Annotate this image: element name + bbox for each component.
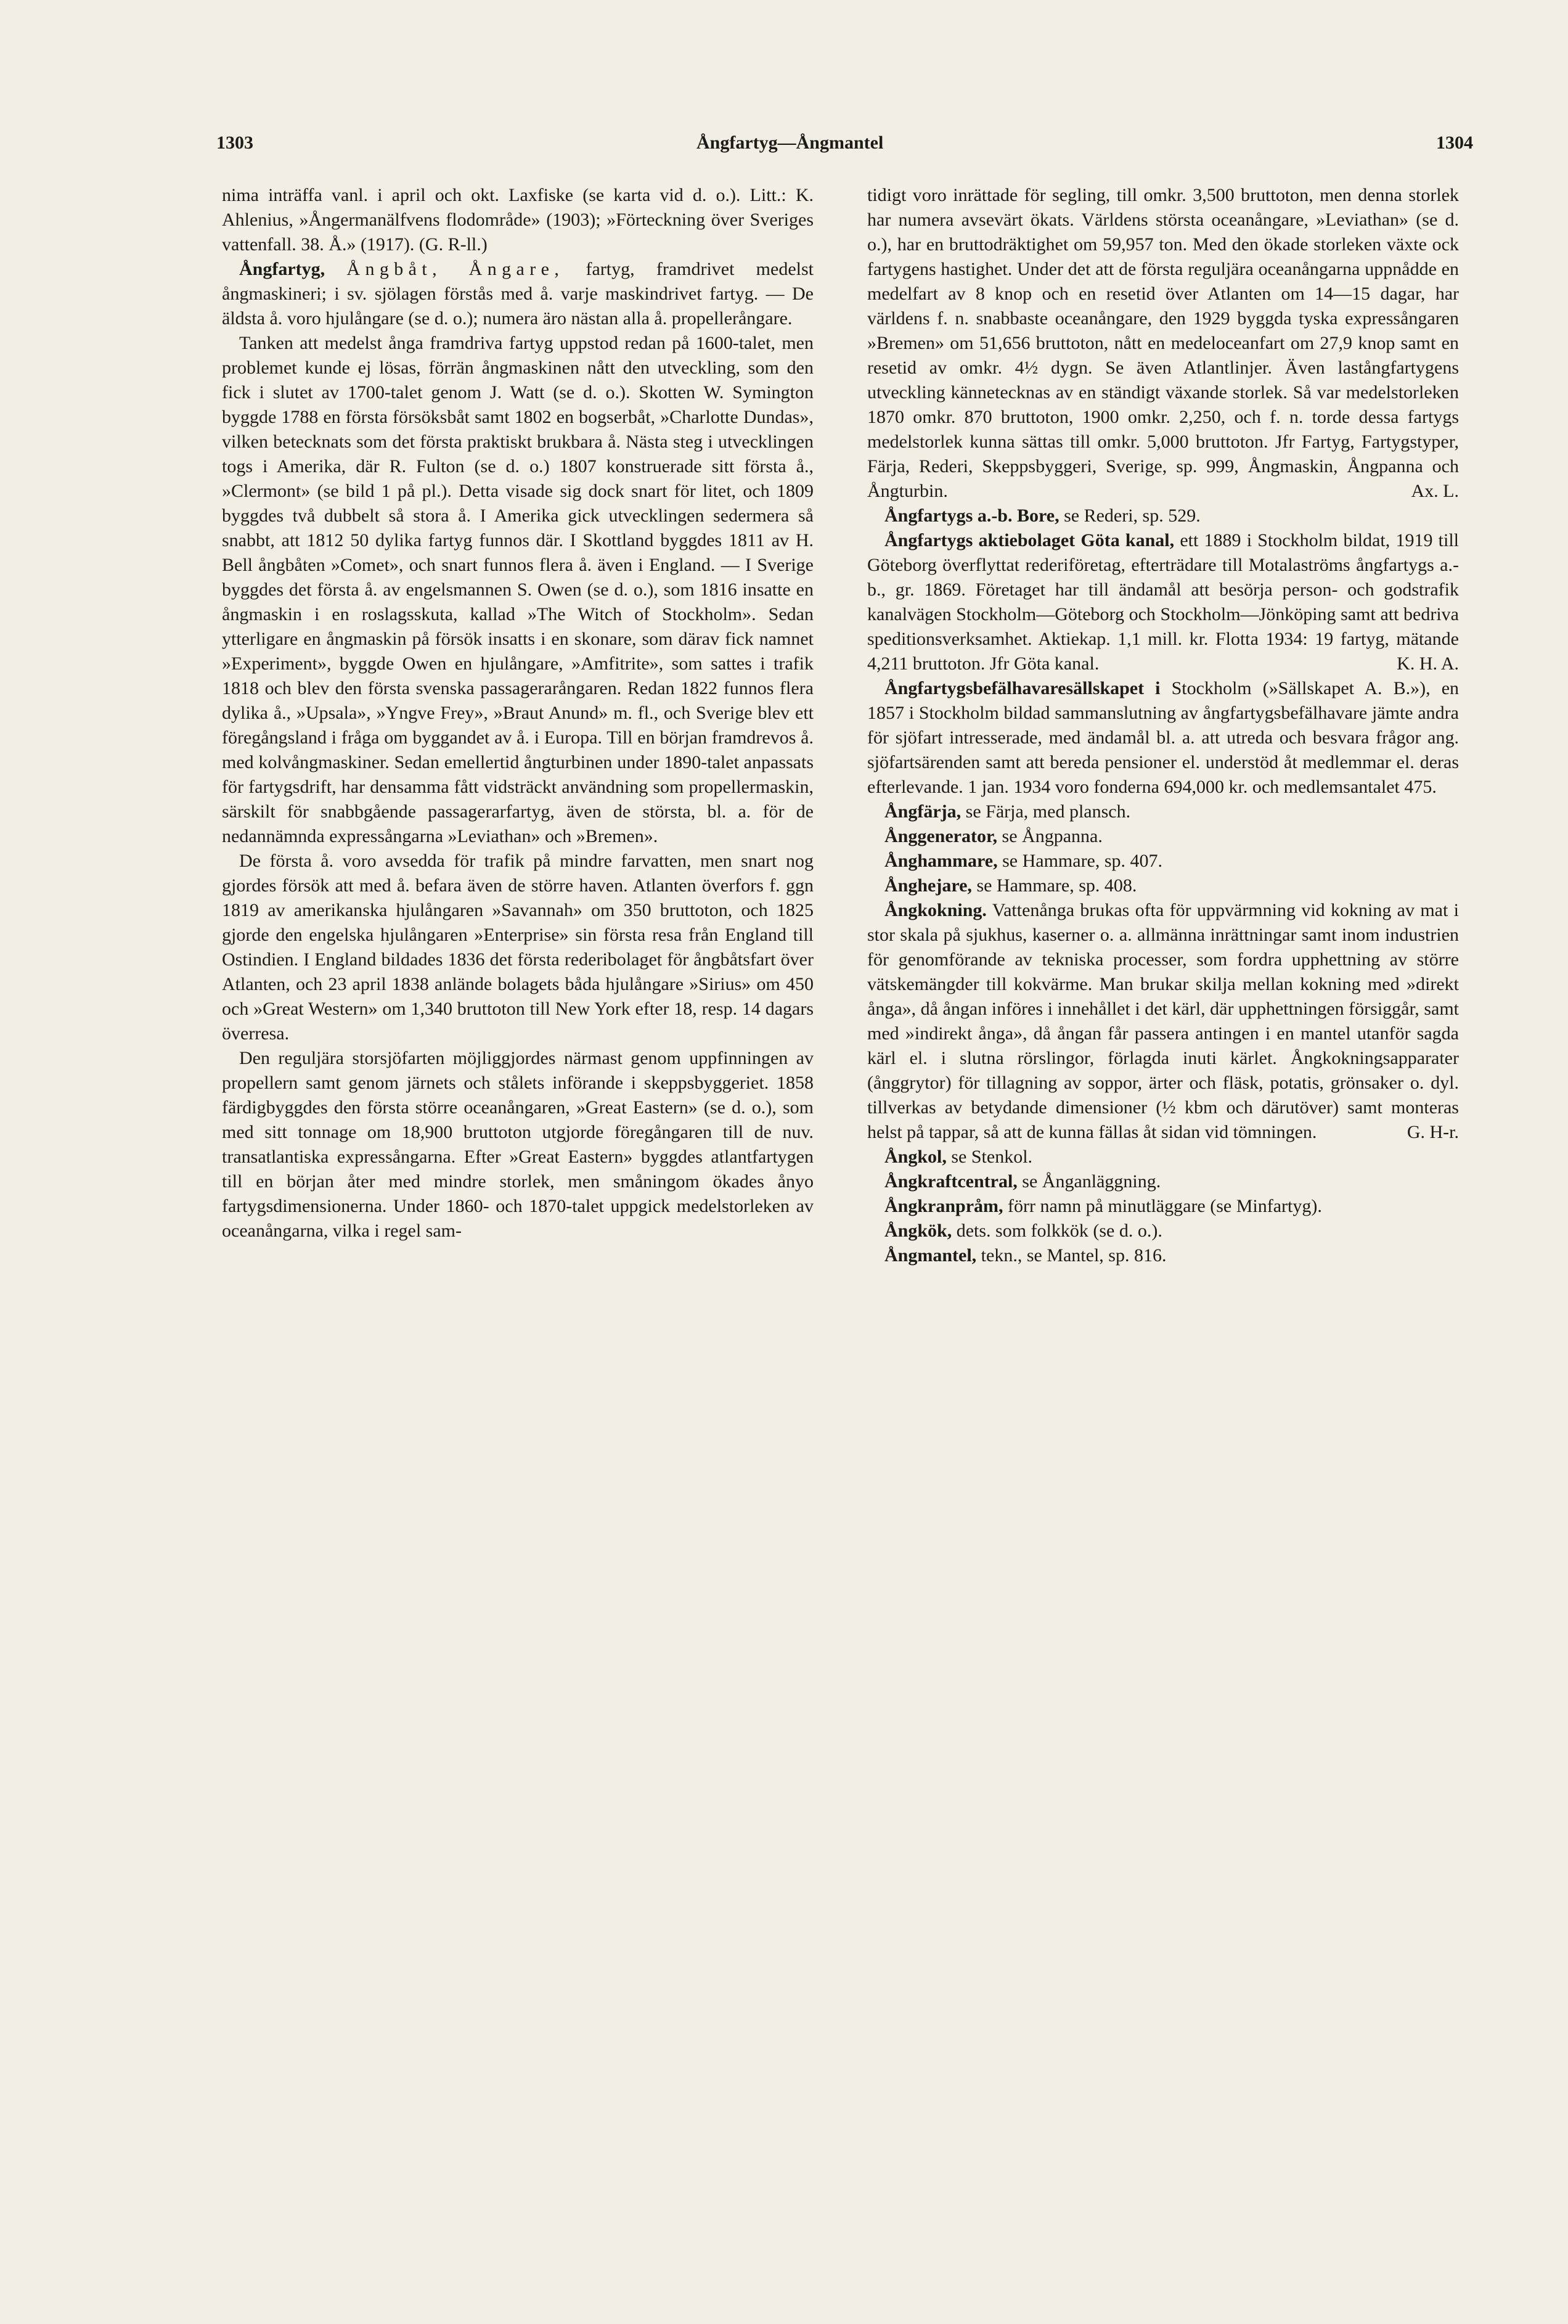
entry-text: dets. som folkkök (se d. o.).	[956, 1221, 1162, 1241]
entry-text: förr namn på minutläggare (se Minfartyg).	[1008, 1196, 1322, 1216]
entry-text: se Hammare, sp. 408.	[976, 875, 1137, 896]
article-entry	[867, 1194, 1459, 1219]
article-entry	[867, 898, 1459, 1145]
article-entry	[867, 874, 1459, 898]
author-signature: K. H. A.	[1397, 653, 1459, 674]
entry-headword: Ångfartygs aktiebolaget Göta kanal,	[884, 530, 1175, 550]
article-entry	[867, 1219, 1459, 1243]
entry-text: tidigt voro inrättade för segling, till omkr. 3,500 bruttoton, men denna storlek har numera avsevärt ökats. Världens största oceanångare, »Leviathan» (se d. o.), har en bruttodräktighet om 59,957 ton. Med den ökade storleken växte ock fartygens hastighet. Under det att de första reguljära oceanångarna uppnådde en medelfart av 8 knop och en resetid över Atlanten om 14—15 dagar, har världens f. n. snabbaste oceanångare, den 1929 byggda tyska expressångaren »Bremen» om 51,656 bruttoton, nått en medeloceanfart om 27,9 knop samt en resetid av omkr. 4½ dygn. Se även Atlantlinjer. Även lastångfartygens utveckling kännetecknas av en ständigt växande storlek. Så var medelstorleken 1870 omkr. 870 bruttoton, 1900 omkr. 2,250, och f. n. torde dessa fartygs medelstorlek kunna sättas till omkr. 5,000 bruttoton. Jfr Fartyg, Fartygstyper, Färja, Rederi, Skeppsbyggeri, Sverige, sp. 999, Ångmaskin, Ångpanna och Ångturbin.	[867, 185, 1459, 501]
author-signature: G. H-r.	[1407, 1122, 1459, 1142]
entry-headword: Ångfartyg,	[239, 259, 325, 279]
entry-synonyms: Ångbåt, Ångare,	[346, 259, 565, 279]
article-entry	[867, 800, 1459, 824]
entry-text: Stockholm (»Sällskapet A. B.»), en 1857 i Stockholm bildad sammanslutning av ångfartygsbefälhavare jämte andra för sjöfart intresserade, med ändamål bl. a. att utreda och besvara frågor ang. sjöfartsärenden samt att bereda pensioner el. understöd åt medlemmar el. deras efterlevande. 1 jan. 1934 voro fonderna 694,000 kr. och medlemsantalet 475.	[867, 678, 1460, 797]
entry-headword: Ångfartygsbefälhavaresällskapet i	[884, 678, 1161, 698]
article-entry	[867, 676, 1459, 800]
entry-text: Tanken att medelst ånga framdriva fartyg uppstod redan på 1600-talet, men problemet kunde ej lösas, förrän ångmaskinen nått den utveckling, som den fick i slutet av 1700-talet genom J. Watt (se d. o.). Skotten W. Symington byggde 1788 en första försöksbåt samt 1802 en bogserbåt, »Charlotte Dundas», vilken betecknats som det första praktiskt brukbara å. Nästa steg i utvecklingen togs i Amerika, där R. Fulton (se d. o.) 1807 konstruerade sitt första å., »Clermont» (se bild 1 på pl.). Detta visade sig dock snart för litet, och 1809 byggdes två dubbelt så stora å. I Amerika gick utvecklingen sedermera så snabbt, att 1812 50 dylika fartyg funnos där. I Skottland byggdes 1811 av H. Bell ångbåten »Comet», och snart funnos flera å. även i England. — I Sverige byggdes det första å. av engelsmannen S. Owen (se d. o.), som 1816 insatte en ångmaskin i en roslagsskuta, kallad »The Witch of Stockholm». Sedan ytterligare en ångmaskin på försök insatts i en skonare, som därav fick namnet »Experiment», byggde Owen en hjulångare, »Amfitrite», som sattes i trafik 1818 och blev den första svenska passagerarångaren. Redan 1822 funnos flera dylika å., »Upsala», »Yngve Frey», »Braut Anund» m. fl., och Sverige blev ett föregångsland i fråga om byggandet av å. i Europa. Till en början framdrevos å. med kolvångmaskiner. Sedan emellertid ångturbinen under 1890-talet anpassats för fartygsdrift, har densamma fått vidsträckt användning som propellermaskin, särskilt för snabbgående passagerarfartyg, även de största, bl. a. för de nedannämnda expressångarna »Leviathan» och »Bremen».	[222, 333, 814, 846]
article-paragraph	[222, 331, 814, 849]
entry-headword: Ångkranpråm,	[884, 1196, 1003, 1216]
entry-text: se Ångpanna.	[1002, 826, 1103, 846]
author-signature: Ax. L.	[1411, 481, 1459, 501]
left-column	[222, 183, 814, 1243]
article-entry	[867, 824, 1459, 849]
entry-text: se Hammare, sp. 407.	[1002, 851, 1163, 871]
entry-text: tekn., se Mantel, sp. 816.	[981, 1245, 1167, 1266]
running-head: Ångfartyg—Ångmantel	[696, 133, 884, 153]
entry-headword: Ångfartygs a.-b. Bore,	[884, 505, 1060, 526]
entry-headword: Ångkök,	[884, 1221, 952, 1241]
article-entry	[867, 1145, 1459, 1169]
entry-headword: Ångkol,	[884, 1147, 947, 1167]
entry-headword: Ångmantel,	[884, 1245, 977, 1266]
article-entry	[867, 528, 1459, 676]
entry-headword: Ångkraftcentral,	[884, 1171, 1018, 1192]
entry-text: Den reguljära storsjöfarten möjliggjordes närmast genom uppfinningen av propellern samt genom järnets och stålets införande i skeppsbyggeriet. 1858 färdigbyggdes den första större oceanångaren, »Great Eastern» (se d. o.), som med sitt tonnage om 18,900 bruttoton utgjorde föregångaren till de nuv. transatlantiska expressångarna. Efter »Great Eastern» byggdes atlantfartygen till en början åter med mindre storlek, men småningom ökades ånyo fartygsdimensionerna. Under 1860- och 1870-talet uppgick medelstorleken av oceanångarna, vilka i regel sam-	[222, 1048, 814, 1241]
page-number-right: 1304	[1436, 133, 1473, 153]
article-entry	[867, 1243, 1459, 1268]
entry-headword: Ångfärja,	[884, 801, 962, 822]
page-number-left: 1303	[216, 133, 253, 153]
entry-headword: Ånghejare,	[884, 875, 972, 896]
entry-text: Vattenånga brukas ofta för uppvärmning vid kokning av mat i stor skala på sjukhus, kaserner o. a. allmänna inrättningar samt inom industrien för genomförande av tekniska processer, som fordra upphettning av större vätskemängder till kokvärme. Man brukar skilja mellan kokning med »direkt ånga», då ångan införes i innehållet i det kärl, där upphettningen försiggår, samt med »indirekt ånga», då ångan får passera antingen i en mantel utanför sagda kärl el. i slutna rörslingor, förlagda inuti kärlet. Ångkokningsapparater (ånggrytor) för tillagning av soppor, ärter och fläsk, potatis, grönsaker o. dyl. tillverkas av betydande dimensioner (½ kbm och därutöver) samt monteras helst på tappar, så att de kunna fällas åt sidan vid tömningen.	[867, 900, 1459, 1142]
entry-text: fartyg, framdrivet medelst ångmaskineri; i sv. sjölagen förstås med å. varje maskindrivet fartyg. — De äldsta å. voro hjulångare (se d. o.); numera äro nästan alla å. propellerångare.	[222, 259, 814, 329]
entry-text: se Stenkol.	[951, 1147, 1033, 1167]
entry-headword: Ångkokning.	[884, 900, 987, 920]
entry-text: De första å. voro avsedda för trafik på mindre farvatten, men snart nog gjordes försök att med å. befara även de större haven. Atlanten överfors f. ggn 1819 av amerikanska hjulångaren »Savannah» om 350 bruttoton, och 1825 gjorde den engelska hjulångaren »Enterprise» sin första resa från England till Ostindien. I England bildades 1836 det första rederibolaget för ångbåtsfart över Atlanten, och 23 april 1838 anlände bolagets båda hjulångare »Sirius» om 450 och »Great Western» om 1,340 bruttoton till New York efter 18, resp. 14 dagars överresa.	[222, 851, 814, 1044]
entry-text: se Ånganläggning.	[1022, 1171, 1161, 1192]
right-column	[867, 183, 1459, 1268]
article-paragraph	[222, 1046, 814, 1243]
entry-text: se Färja, med plansch.	[965, 801, 1131, 822]
article-entry	[867, 1169, 1459, 1194]
entry-text: nima inträffa vanl. i april och okt. Laxfiske (se karta vid d. o.). Litt.: K. Ahlenius, »Ångermanälfvens flodområde» (1903); »Förteckning över Sveriges vattenfall. 38. Å.» (1917). (G. R-ll.)	[222, 185, 814, 255]
article-entry	[867, 849, 1459, 874]
entry-text: se Rederi, sp. 529.	[1064, 505, 1201, 526]
article-entry	[222, 257, 814, 331]
entry-headword: Ånghammare,	[884, 851, 998, 871]
entry-text: ett 1889 i Stockholm bildat, 1919 till Göteborg överflyttat rederiföretag, efterträdare till Motalaströms ångfartygs a.-b., gr. 1869. Företaget har till ändamål att besörja person- och godstrafik kanalvägen Stockholm—Göteborg och Stockholm—Jönköping samt att bedriva speditionsverksamhet. Aktiekap. 1,1 mill. kr. Flotta 1934: 19 fartyg, mätande 4,211 bruttoton. Jfr Göta kanal.	[867, 530, 1459, 674]
article-entry	[867, 504, 1459, 528]
article-paragraph	[222, 849, 814, 1046]
article-paragraph	[867, 183, 1459, 504]
entry-headword: Ånggenerator,	[884, 826, 998, 846]
article-paragraph	[222, 183, 814, 257]
